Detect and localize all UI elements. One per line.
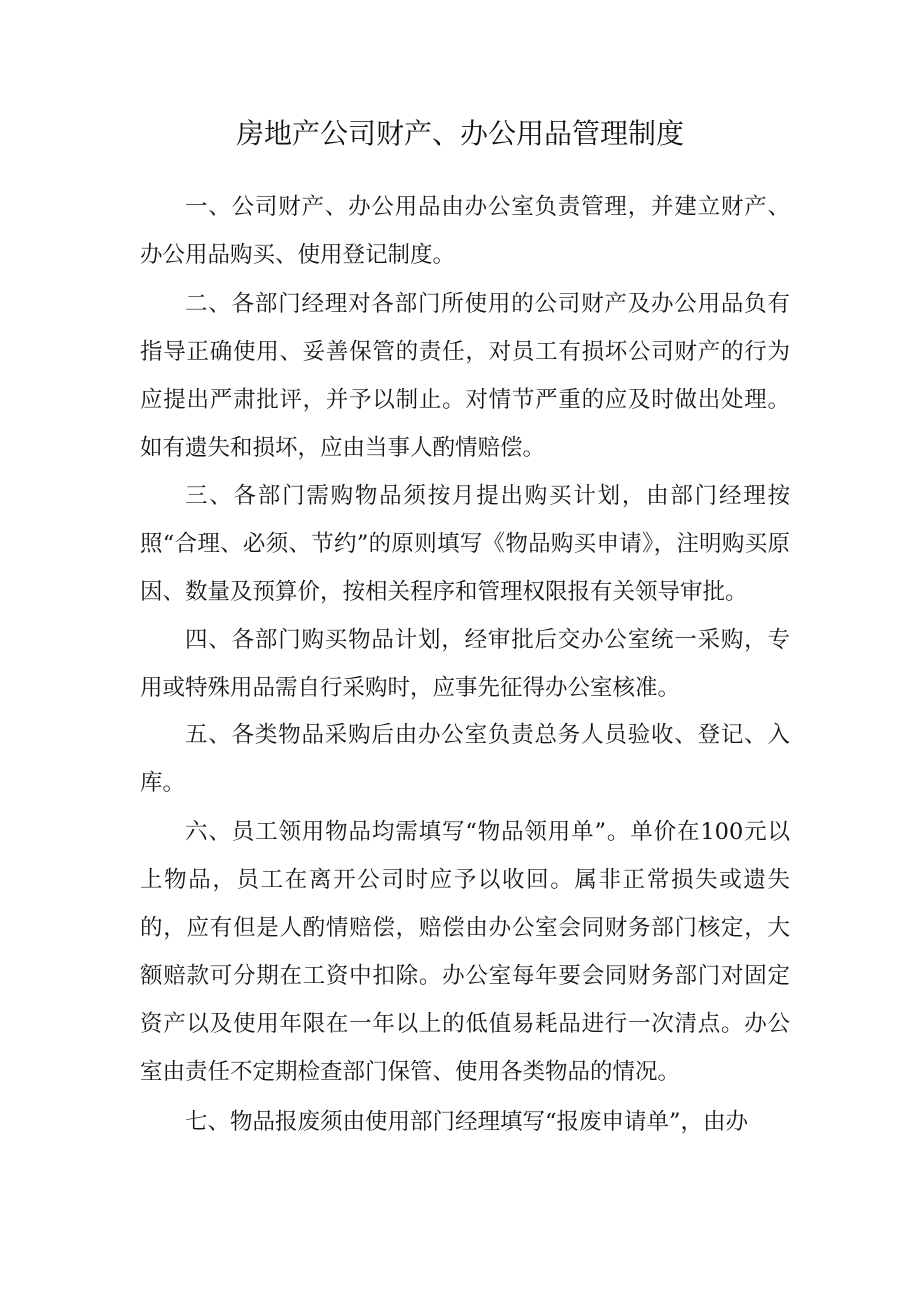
paragraph-7: 七、物品报废须由使用部门经理填写“报废申请单”，由办: [185, 1109, 749, 1135]
paragraph-6: 六、员工领用物品均需填写“物品领用单”。单价在100元以上物品，员工在离开公司时应予以收回。属非正常损失或遗失的，应有但是人酌情赔偿，赔偿由办公室会同财务部门核定，大额赔款可分期在工资中扣除。办公室每年要会同财务部门对固定资产以及使用年限在一年以上的低值易耗品进行一次清点。办公室由责任不定期检查部门保管、使用各类物品的情况。: [140, 819, 790, 1085]
paragraph-3: 三、各部门需购物品须按月提出购买计划，由部门经理按照“合理、必须、节约”的原则填写《物品购买申请》，注明购买原因、数量及预算价，按相关程序和管理权限报有关领导审批。: [140, 483, 790, 605]
document-title: 房地产公司财产、办公用品管理制度: [235, 117, 684, 150]
paragraph-1: 一、公司财产、办公用品由办公室负责管理，并建立财产、办公用品购买、使用登记制度。: [140, 194, 790, 268]
paragraph-4: 四、各部门购买物品计划，经审批后交办公室统一采购，专用或特殊用品需自行采购时，应事先征得办公室核准。: [140, 627, 790, 701]
paragraph-5: 五、各类物品采购后由办公室负责总务人员验收、登记、入库。: [140, 722, 790, 796]
paragraph-2: 二、各部门经理对各部门所使用的公司财产及办公用品负有指导正确使用、妥善保管的责任，对员工有损坏公司财产的行为应提出严肃批评，并予以制止。对情节严重的应及时做出处理。如有遗失和损坏，应由当事人酌情赔偿。: [140, 291, 790, 461]
